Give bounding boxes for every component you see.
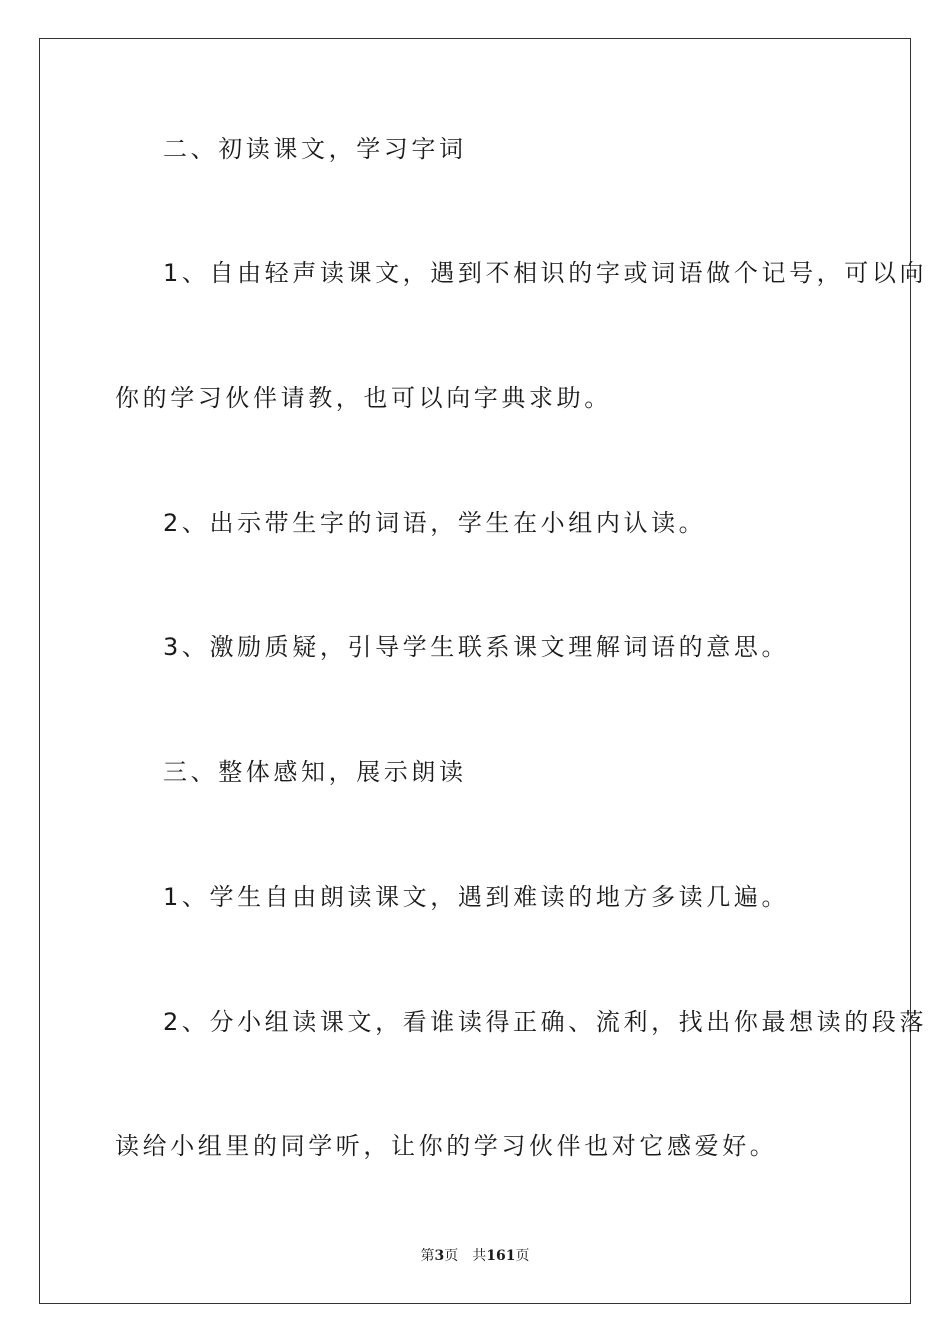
paragraph-line: 3、激励质疑，引导学生联系课文理解词语的意思。 bbox=[163, 633, 790, 661]
section-heading-3: 三、整体感知，展示朗读 bbox=[163, 758, 467, 786]
paragraph-line: 2、分小组读课文，看谁读得正确、流利，找出你最想读的段落 bbox=[163, 1008, 928, 1036]
page-number: 3 bbox=[434, 1248, 445, 1264]
page-footer bbox=[0, 1247, 950, 1265]
page-prefix: 第 bbox=[420, 1248, 435, 1264]
total-pages: 161 bbox=[486, 1248, 516, 1264]
paragraph-line: 读给小组里的同学听，让你的学习伙伴也对它感爱好。 bbox=[115, 1132, 778, 1160]
paragraph-line: 2、出示带生字的词语，学生在小组内认读。 bbox=[163, 509, 707, 537]
section-heading-2: 二、初读课文，学习字词 bbox=[163, 135, 467, 163]
paragraph-line: 你的学习伙伴请教，也可以向字典求助。 bbox=[115, 384, 612, 412]
paragraph-line: 1、自由轻声读课文，遇到不相识的字或词语做个记号，可以向 bbox=[163, 259, 928, 287]
total-prefix: 共 bbox=[472, 1248, 487, 1264]
paragraph-line: 1、学生自由朗读课文，遇到难读的地方多读几遍。 bbox=[163, 883, 790, 911]
total-suffix: 页 bbox=[515, 1248, 530, 1264]
page-suffix: 页 bbox=[444, 1248, 459, 1264]
page-border bbox=[39, 38, 911, 1304]
